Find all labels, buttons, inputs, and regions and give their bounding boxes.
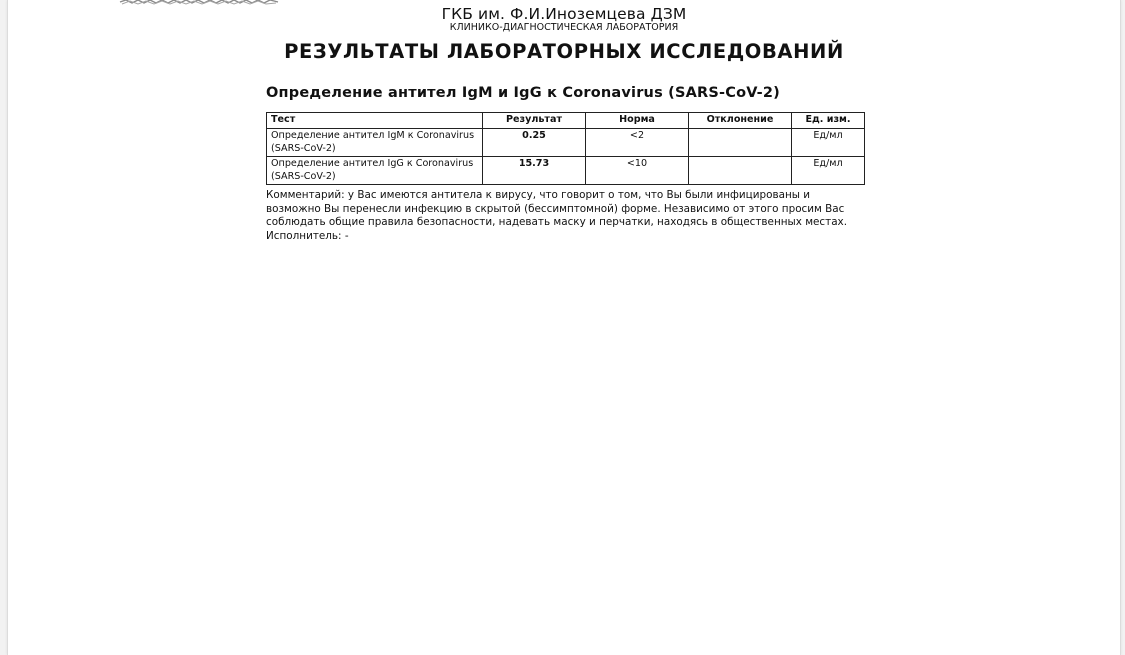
- result-cell: 0.25: [483, 129, 586, 157]
- test-name-cell: Определение антител IgG к Coronavirus (SARS-CoV-2): [267, 157, 483, 185]
- column-header-deviation: Отклонение: [689, 113, 792, 129]
- comment-block: [266, 189, 866, 243]
- deviation-cell: [689, 129, 792, 157]
- norm-cell: <2: [586, 129, 689, 157]
- table-header-row: [267, 113, 865, 129]
- norm-cell: <10: [586, 157, 689, 185]
- unit-cell: Ед/мл: [792, 129, 865, 157]
- column-header-unit: Ед. изм.: [792, 113, 865, 129]
- table-row: [267, 129, 865, 157]
- column-header-test: Тест: [267, 113, 483, 129]
- unit-cell: Ед/мл: [792, 157, 865, 185]
- organization-name: ГКБ им. Ф.И.Иноземцева ДЗМ: [441, 5, 687, 23]
- section-title: Определение антител IgM и IgG к Coronavirus (SARS-CoV-2): [266, 85, 780, 101]
- performer-line: Исполнитель: -: [266, 229, 349, 242]
- test-name-cell: Определение антител IgM к Coronavirus (SARS-CoV-2): [267, 129, 483, 157]
- laboratory-name: КЛИНИКО-ДИАГНОСТИЧЕСКАЯ ЛАБОРАТОРИЯ: [449, 22, 679, 33]
- comment-text: Комментарий: у Вас имеются антитела к вирусу, что говорит о том, что Вы были инфицированы и возможно Вы перенесли инфекцию в скрытой (бессимптомной) форме. Независимо от этого просим Вас соблюдать общие правила безопасности, надевать маску и перчатки, находясь в общественных местах.: [266, 189, 848, 229]
- column-header-norm: Норма: [586, 113, 689, 129]
- document-page: [7, 0, 1121, 655]
- table-row: [267, 157, 865, 185]
- deviation-cell: [689, 157, 792, 185]
- document-title: РЕЗУЛЬТАТЫ ЛАБОРАТОРНЫХ ИССЛЕДОВАНИЙ: [284, 40, 844, 63]
- results-table: [266, 112, 865, 185]
- result-cell: 15.73: [483, 157, 586, 185]
- column-header-result: Результат: [483, 113, 586, 129]
